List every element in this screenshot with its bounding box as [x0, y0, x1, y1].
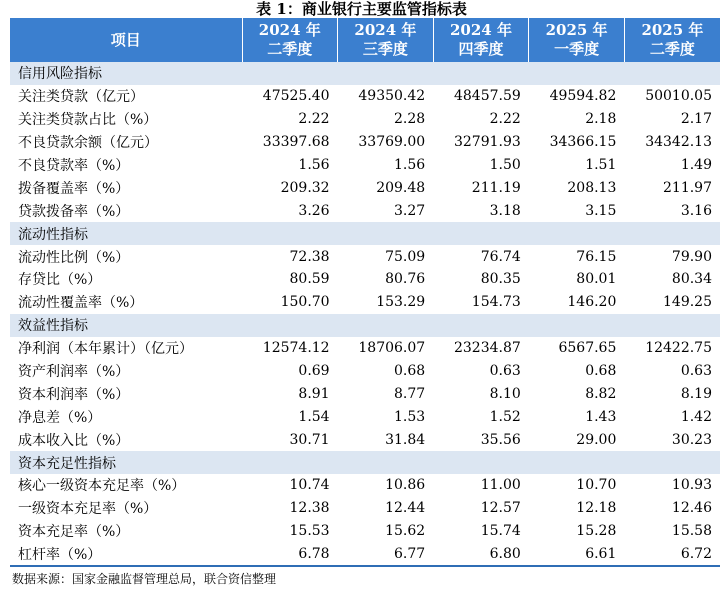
regulatory-indicators-table [10, 18, 720, 567]
table-row [10, 291, 720, 314]
row-label: 存贷比（%） [18, 272, 102, 289]
value-cell: 6.61 [529, 543, 625, 566]
value-cell: 80.34 [671, 271, 712, 288]
value-cell: 10.74 [289, 477, 330, 494]
value-cell: 209.48 [376, 179, 426, 196]
value-cell: 33397.68 [262, 134, 330, 151]
value-cell: 6.77 [338, 543, 434, 566]
value-cell: 29.00 [576, 431, 617, 448]
row-label: 资本利润率（%） [18, 386, 130, 403]
row-label: 资产利润率（%） [18, 364, 130, 381]
value-cell: 10.93 [671, 477, 712, 494]
table-row [10, 131, 720, 154]
value-cell: 32791.93 [453, 134, 521, 151]
table-row [10, 360, 720, 383]
header-year: 2025 年 [545, 21, 608, 39]
row-label: 贷款拨备率（%） [18, 203, 130, 220]
header-year: 2025 年 [641, 21, 704, 39]
value-cell: 76.74 [480, 248, 521, 265]
value-cell: 6567.65 [558, 340, 617, 357]
value-cell: 12422.75 [645, 340, 712, 357]
row-label: 净息差（%） [18, 409, 102, 426]
row-label: 净利润（本年累计）（亿元） [18, 341, 193, 358]
section-title: 资本充足性指标 [10, 451, 720, 474]
header-item: 项目 [10, 18, 242, 62]
value-cell: 2.28 [394, 111, 426, 128]
header-year: 2024 年 [258, 21, 321, 39]
header-year: 2024 年 [449, 21, 512, 39]
value-cell: 0.68 [394, 363, 426, 380]
value-cell: 3.15 [585, 202, 617, 219]
table-body [10, 62, 720, 566]
section-row [10, 451, 720, 474]
header-period [529, 18, 625, 62]
row-label: 杠杆率（%） [10, 543, 242, 566]
value-cell: 6.78 [242, 543, 338, 566]
value-cell: 49350.42 [358, 88, 426, 105]
value-cell: 49594.82 [549, 88, 617, 105]
value-cell: 15.58 [671, 523, 712, 540]
value-cell: 15.53 [289, 523, 330, 540]
value-cell: 80.76 [385, 271, 426, 288]
section-row [10, 222, 720, 245]
value-cell: 15.62 [385, 523, 426, 540]
table-row [10, 245, 720, 268]
table-row [10, 543, 720, 566]
table-row [10, 108, 720, 131]
row-label: 拨备覆盖率（%） [18, 180, 130, 197]
value-cell: 33769.00 [358, 134, 426, 151]
value-cell: 80.01 [576, 271, 617, 288]
value-cell: 35.56 [480, 431, 521, 448]
row-label: 不良贷款率（%） [18, 158, 130, 174]
value-cell: 0.69 [298, 363, 330, 380]
value-cell: 30.71 [289, 431, 330, 448]
value-cell: 1.50 [489, 157, 521, 173]
table-row [10, 520, 720, 543]
source-note: 数据来源：国家金融监督管理总局，联合资信整理 [12, 572, 277, 586]
value-cell: 1.43 [585, 408, 617, 425]
value-cell: 6.80 [433, 543, 529, 566]
header-quarter: 二季度 [267, 40, 313, 58]
value-cell: 2.22 [489, 111, 521, 128]
value-cell: 1.42 [680, 408, 712, 425]
value-cell: 153.29 [376, 294, 426, 311]
value-cell: 79.90 [671, 248, 712, 265]
table-row [10, 337, 720, 360]
header-quarter: 二季度 [649, 40, 695, 58]
row-label: 不良贷款余额（亿元） [18, 135, 158, 152]
value-cell: 0.63 [680, 363, 712, 380]
value-cell: 15.28 [576, 523, 617, 540]
value-cell: 8.91 [298, 385, 330, 402]
value-cell: 1.54 [298, 408, 330, 425]
value-cell: 211.19 [471, 179, 521, 196]
value-cell: 209.32 [280, 179, 330, 196]
value-cell: 8.19 [680, 385, 712, 402]
value-cell: 12.46 [671, 500, 712, 517]
header-quarter: 三季度 [362, 40, 408, 58]
value-cell: 1.53 [394, 408, 426, 425]
value-cell: 12574.12 [262, 340, 330, 357]
value-cell: 3.18 [489, 202, 521, 219]
table-row [10, 85, 720, 108]
value-cell: 50010.05 [645, 88, 712, 105]
row-label: 资本充足率（%） [18, 524, 130, 541]
value-cell: 150.70 [280, 294, 330, 311]
value-cell: 0.63 [489, 363, 521, 380]
value-cell: 75.09 [385, 248, 426, 265]
value-cell: 30.23 [671, 431, 712, 448]
value-cell: 80.35 [480, 271, 521, 288]
table-row [10, 268, 720, 291]
table-title: 表 1：商业银行主要监管指标表 [256, 0, 467, 18]
table-row [10, 497, 720, 520]
value-cell: 72.38 [289, 248, 330, 265]
value-cell: 1.51 [585, 157, 617, 173]
value-cell: 0.68 [585, 363, 617, 380]
header-quarter: 四季度 [458, 40, 504, 58]
table-row [10, 382, 720, 405]
header-quarter: 一季度 [554, 40, 600, 58]
header-period [624, 18, 720, 62]
table-row [10, 474, 720, 497]
value-cell: 34342.13 [645, 134, 712, 151]
table-row [10, 176, 720, 199]
value-cell: 2.22 [298, 111, 330, 128]
value-cell: 3.27 [394, 202, 426, 219]
value-cell: 2.17 [680, 111, 712, 128]
header-period [433, 18, 529, 62]
header-period [338, 18, 434, 62]
value-cell: 1.56 [394, 157, 426, 173]
header-period [242, 18, 338, 62]
table-row [10, 154, 720, 177]
section-row [10, 314, 720, 337]
value-cell: 23234.87 [453, 340, 521, 357]
section-title: 流动性指标 [10, 222, 720, 245]
row-label: 一级资本充足率（%） [18, 501, 158, 518]
row-label: 流动性比例（%） [18, 249, 130, 266]
row-label: 流动性覆盖率（%） [18, 295, 144, 312]
section-row [10, 62, 720, 85]
value-cell: 12.38 [289, 500, 330, 517]
value-cell: 48457.59 [453, 88, 521, 105]
header-year: 2024 年 [354, 21, 417, 39]
value-cell: 12.44 [385, 500, 426, 517]
value-cell: 80.59 [289, 271, 330, 288]
value-cell: 12.18 [576, 500, 617, 517]
value-cell: 211.97 [663, 179, 712, 196]
table-row [10, 428, 720, 451]
value-cell: 146.20 [567, 294, 617, 311]
value-cell: 31.84 [385, 431, 426, 448]
value-cell: 15.74 [480, 523, 521, 540]
value-cell: 3.26 [298, 202, 330, 219]
value-cell: 11.00 [480, 477, 521, 494]
value-cell: 1.49 [680, 157, 712, 173]
value-cell: 154.73 [471, 294, 521, 311]
row-label: 关注类贷款占比（%） [18, 112, 158, 129]
value-cell: 8.77 [394, 385, 426, 402]
table-row [10, 199, 720, 222]
value-cell: 8.82 [585, 385, 617, 402]
value-cell: 1.56 [298, 157, 330, 173]
value-cell: 10.86 [385, 477, 426, 494]
row-label: 成本收入比（%） [18, 432, 130, 449]
value-cell: 3.16 [680, 202, 712, 219]
row-label: 核心一级资本充足率（%） [18, 478, 186, 495]
row-label: 关注类贷款（亿元） [18, 89, 144, 106]
header-row [10, 18, 720, 62]
value-cell: 76.15 [576, 248, 617, 265]
section-title: 效益性指标 [10, 314, 720, 337]
value-cell: 2.18 [585, 111, 617, 128]
table-row [10, 405, 720, 428]
value-cell: 18706.07 [358, 340, 426, 357]
value-cell: 12.57 [480, 500, 521, 517]
value-cell: 6.72 [624, 543, 720, 566]
value-cell: 10.70 [576, 477, 617, 494]
value-cell: 208.13 [567, 179, 617, 196]
value-cell: 8.10 [489, 385, 521, 402]
section-title: 信用风险指标 [10, 62, 720, 85]
value-cell: 47525.40 [262, 88, 330, 105]
value-cell: 1.52 [489, 408, 521, 425]
value-cell: 34366.15 [549, 134, 617, 151]
value-cell: 149.25 [663, 294, 712, 311]
